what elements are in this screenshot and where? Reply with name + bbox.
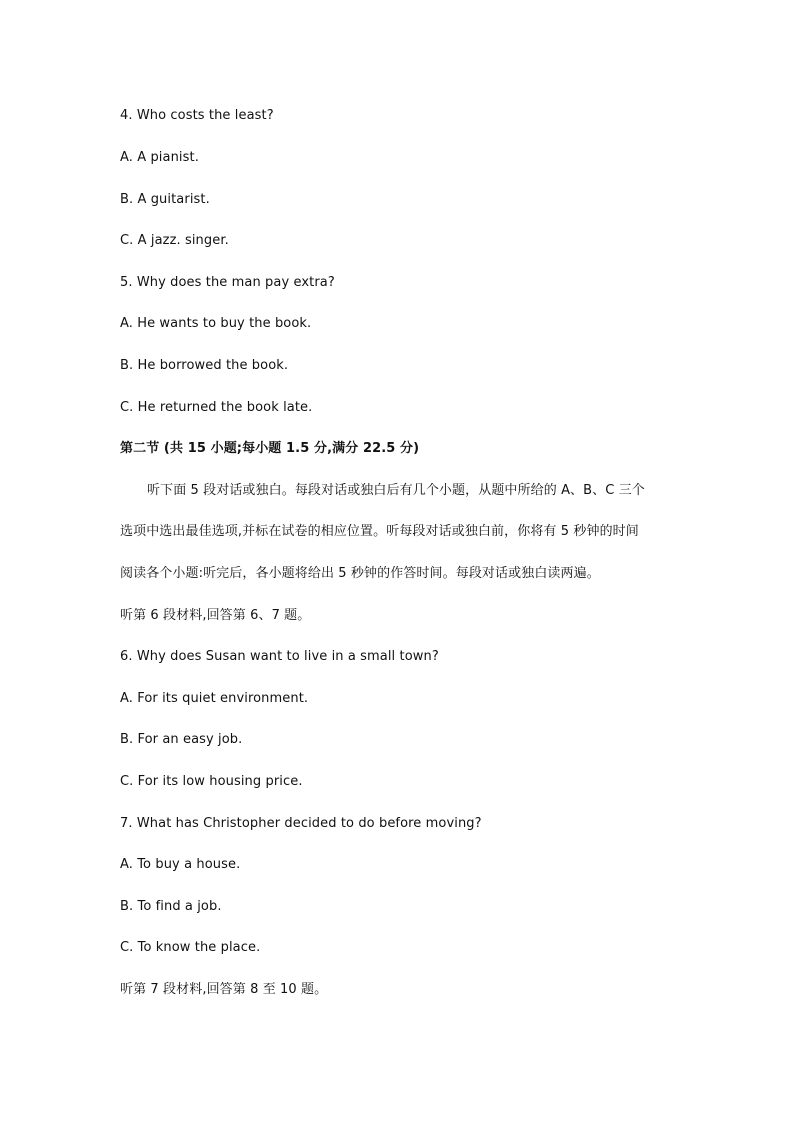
option-4a: A. A pianist. — [120, 150, 199, 165]
question-6: 6. Why does Susan want to live in a small town? — [120, 649, 439, 664]
option-7a: A. To buy a house. — [120, 857, 241, 872]
option-4b: B. A guitarist. — [120, 192, 210, 207]
option-5b: B. He borrowed the book. — [120, 358, 289, 373]
option-5c: C. He returned the book late. — [120, 400, 313, 415]
option-6a: A. For its quiet environment. — [120, 691, 309, 706]
question-7: 7. What has Christopher decided to do before moving? — [120, 816, 482, 831]
option-7b: B. To find a job. — [120, 899, 222, 914]
question-5: 5. Why does the man pay extra? — [120, 275, 335, 290]
instructions-line-2: 选项中选出最佳选项,并标在试卷的相应位置。听每段对话或独白前，你将有 5 秒钟的时间 — [120, 524, 639, 539]
section-heading: 第二节 (共 15 小题;每小题 1.5 分,满分 22.5 分) — [120, 441, 420, 456]
option-6c: C. For its low housing price. — [120, 774, 303, 789]
material-7-heading: 听第 7 段材料,回答第 8 至 10 题。 — [120, 982, 328, 997]
option-5a: A. He wants to buy the book. — [120, 316, 312, 331]
material-6-heading: 听第 6 段材料,回答第 6、7 题。 — [120, 608, 311, 623]
option-6b: B. For an easy job. — [120, 732, 243, 747]
instructions-line-1: 听下面 5 段对话或独白。每段对话或独白后有几个小题，从题中所给的 A、B、C 三个 — [147, 483, 645, 498]
option-4c: C. A jazz. singer. — [120, 233, 229, 248]
question-4: 4. Who costs the least? — [120, 108, 274, 123]
instructions-line-3: 阅读各个小题:听完后，各小题将给出 5 秒钟的作答时间。每段对话或独白读两遍。 — [120, 566, 600, 581]
option-7c: C. To know the place. — [120, 940, 261, 955]
